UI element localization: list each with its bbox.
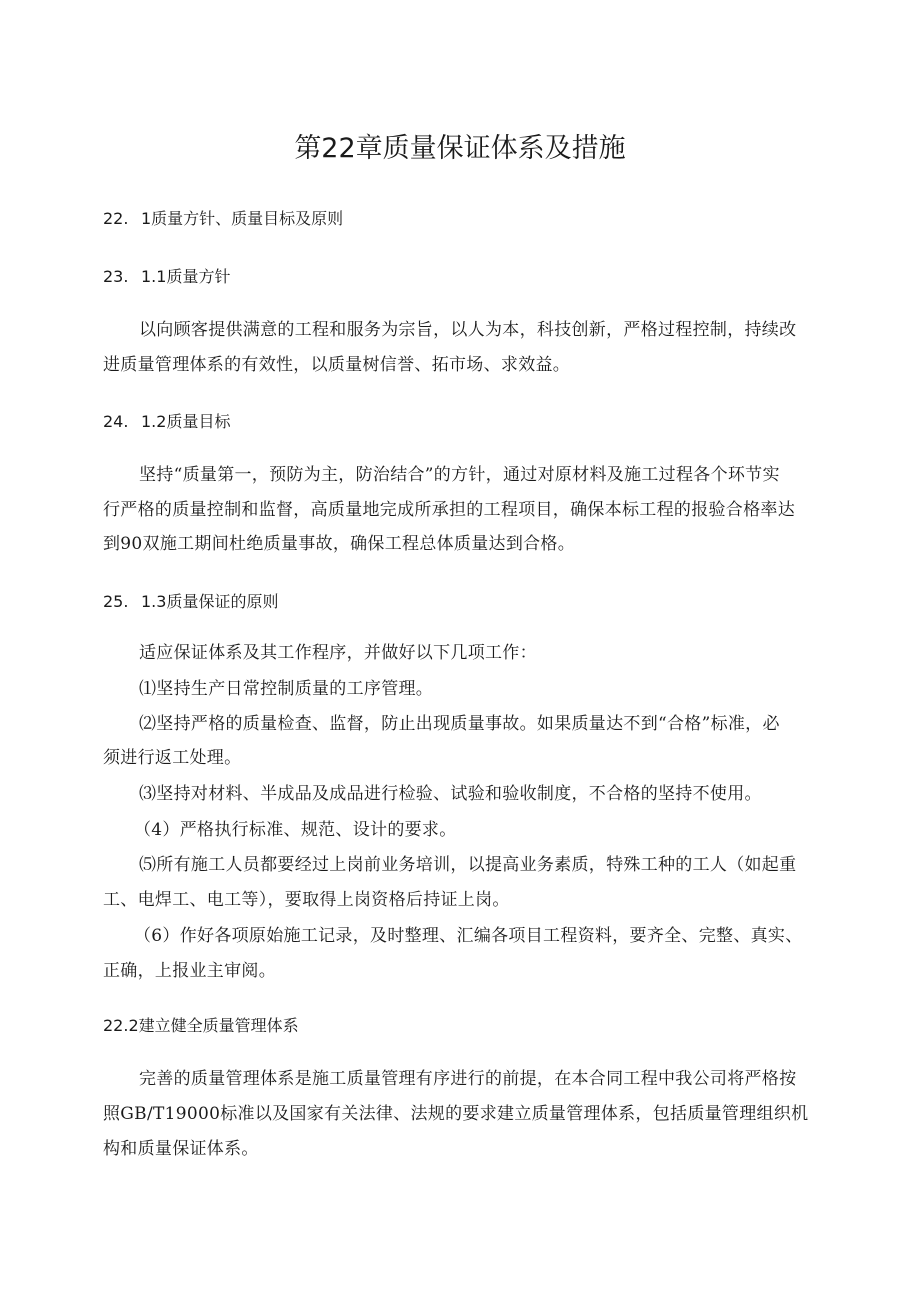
paragraph-line: 进质量管理体系的有效性，以质量树信誉、拓市场、求效益。 (103, 355, 571, 375)
paragraph-line: 适应保证体系及其工作程序，并做好以下几项工作： (139, 643, 537, 663)
paragraph-line: 行严格的质量控制和监督，高质量地完成所承担的工程项目，确保本标工程的报验合格率达 (103, 500, 795, 520)
section-heading-quality-principles (103, 590, 278, 614)
paragraph-line: 构和质量保证体系。 (103, 1139, 259, 1159)
list-item-continuation: 正确，上报业主审阅。 (103, 961, 276, 981)
section-number: 22. (103, 209, 129, 228)
page-title: 第22章质量保证体系及措施 (294, 133, 626, 164)
paragraph-line: 到90双施工期间杜绝质量事故，确保工程总体质量达到合格。 (103, 534, 576, 554)
section-number: 25. (103, 592, 129, 611)
list-item: （4）严格执行标准、规范、设计的要求。 (134, 820, 457, 840)
list-item-continuation: 工、电焊工、电工等），要取得上岗资格后持证上岗。 (103, 890, 510, 910)
section-number: 23. (103, 267, 129, 286)
paragraph-line: 坚持“质量第一，预防为主，防治结合”的方针，通过对原材料及施工过程各个环节实 (139, 465, 780, 485)
section-title: 1.3质量保证的原则 (141, 592, 279, 611)
list-item: ⑶坚持对材料、半成品及成品进行检验、试验和验收制度，不合格的坚持不使用。 (139, 784, 762, 804)
section-number: 24. (103, 412, 129, 431)
list-item: ⑴坚持生产日常控制质量的工序管理。 (139, 679, 434, 699)
section-heading-quality-goal (103, 410, 230, 434)
list-item: （6）作好各项原始施工记录，及时整理、汇编各项目工程资料，要齐全、完整、真实、 (134, 926, 803, 946)
paragraph-line: 完善的质量管理体系是施工质量管理有序进行的前提，在本合同工程中我公司将严格按 (139, 1069, 797, 1089)
paragraph-line: 以向顾客提供满意的工程和服务为宗旨，以人为本，科技创新，严格过程控制，持续改 (139, 320, 797, 340)
section-title: 1.1质量方针 (141, 267, 231, 286)
section-title: 1.2质量目标 (141, 412, 231, 431)
section-heading-quality-policy (103, 265, 230, 289)
list-item-continuation: 须进行返工处理。 (103, 748, 242, 768)
section-heading-22-2: 22.2建立健全质量管理体系 (103, 1016, 299, 1035)
section-heading-22-1 (103, 207, 343, 231)
paragraph-line: 照GB/T19000标准以及国家有关法律、法规的要求建立质量管理体系，包括质量管理组织机 (103, 1104, 809, 1124)
section-title: 1质量方针、质量目标及原则 (141, 209, 344, 228)
list-item: ⑸所有施工人员都要经过上岗前业务培训，以提高业务素质，特殊工种的工人（如起重 (139, 855, 797, 875)
list-item: ⑵坚持严格的质量检查、监督，防止出现质量事故。如果质量达不到“合格”标准，必 (139, 714, 780, 734)
